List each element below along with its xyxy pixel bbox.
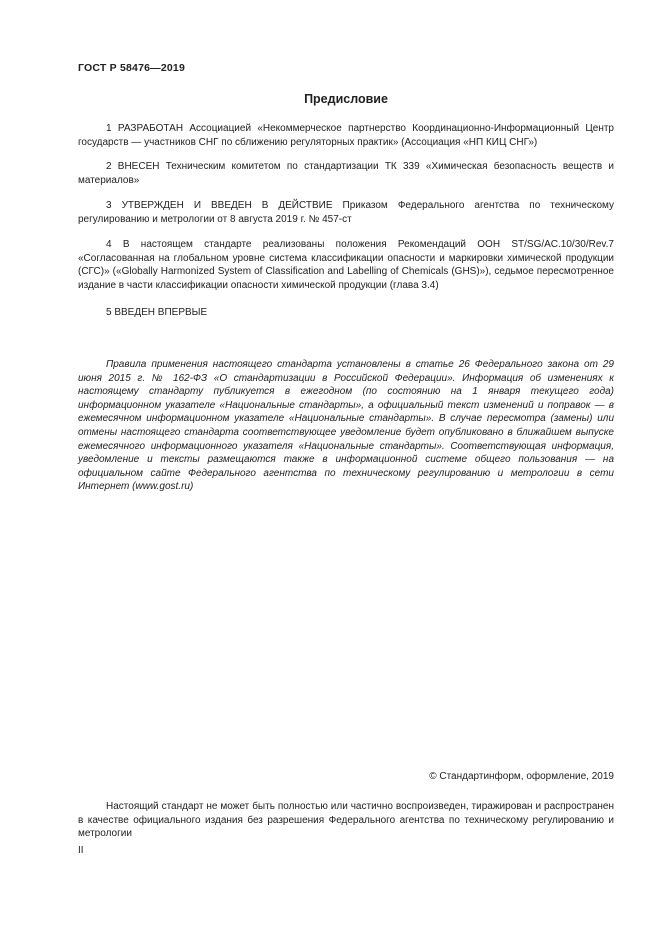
page-number: II (78, 845, 84, 856)
foreword-item-1: 1 РАЗРАБОТАН Ассоциацией «Некоммерческое партнерство Координационно-Информационный Центр государств — участников СНГ по сближению регуляторных практик» (Ассоциация «НП КИЦ СНГ») (78, 123, 614, 148)
standard-code: ГОСТ Р 58476—2019 (78, 62, 186, 74)
foreword-title: Предисловие (304, 92, 388, 106)
foreword-item-5: 5 ВВЕДЕН ВПЕРВЫЕ (106, 307, 208, 318)
foreword-item-4: 4 В настоящем стандарте реализованы положения Рекомендаций ООН ST/SG/AC.10/30/Rev.7 «Согласованная на глобальном уровне система классификации опасности и маркировки химической продукции (СГС)» («Globally Harmonized System of Classification and Labelling of Chemicals (GHS)»), седьмое пересмотренное издание в части классификации опасности химической продукции (глава 3.4) (78, 239, 614, 291)
reproduction-notice: Настоящий стандарт не может быть полностью или частично воспроизведен, тиражирован и распространен в качестве официального издания без разрешения Федерального агентства по техническому регулированию и метрологии (78, 801, 614, 840)
foreword-item-2: 2 ВНЕСЕН Техническим комитетом по стандартизации ТК 339 «Химическая безопасность веществ и материалов» (78, 161, 614, 186)
copyright-line: © Стандартинформ, оформление, 2019 (429, 771, 614, 782)
usage-notice: Правила применения настоящего стандарта установлены в статье 26 Федерального закона от 29 июня 2015 г. № 162-ФЗ «О стандартизации в Российской Федерации». Информация об изменениях к настоящему стандарту публикуется в ежегодном (по состоянию на 1 января текущего года) информационном указателе «Национальные стандарты», а официальный текст изменений и поправок — в ежемесячном информационном указателе «Национальные стандарты». В случае пересмотра (замены) или отмены настоящего стандарта соответствующее уведомление будет опубликовано в ближайшем выпуске ежемесячного информационного указателя «Национальные стандарты». Соответствующая информация, уведомление и тексты размещаются также в информационной системе общего пользования — на официальном сайте Федерального агентства по техническому регулированию и метрологии в сети Интернет (www.gost.ru) (78, 359, 614, 493)
foreword-item-3: 3 УТВЕРЖДЕН И ВВЕДЕН В ДЕЙСТВИЕ Приказом Федерального агентства по техническому регулированию и метрологии от 8 августа 2019 г. № 457-ст (78, 200, 614, 225)
